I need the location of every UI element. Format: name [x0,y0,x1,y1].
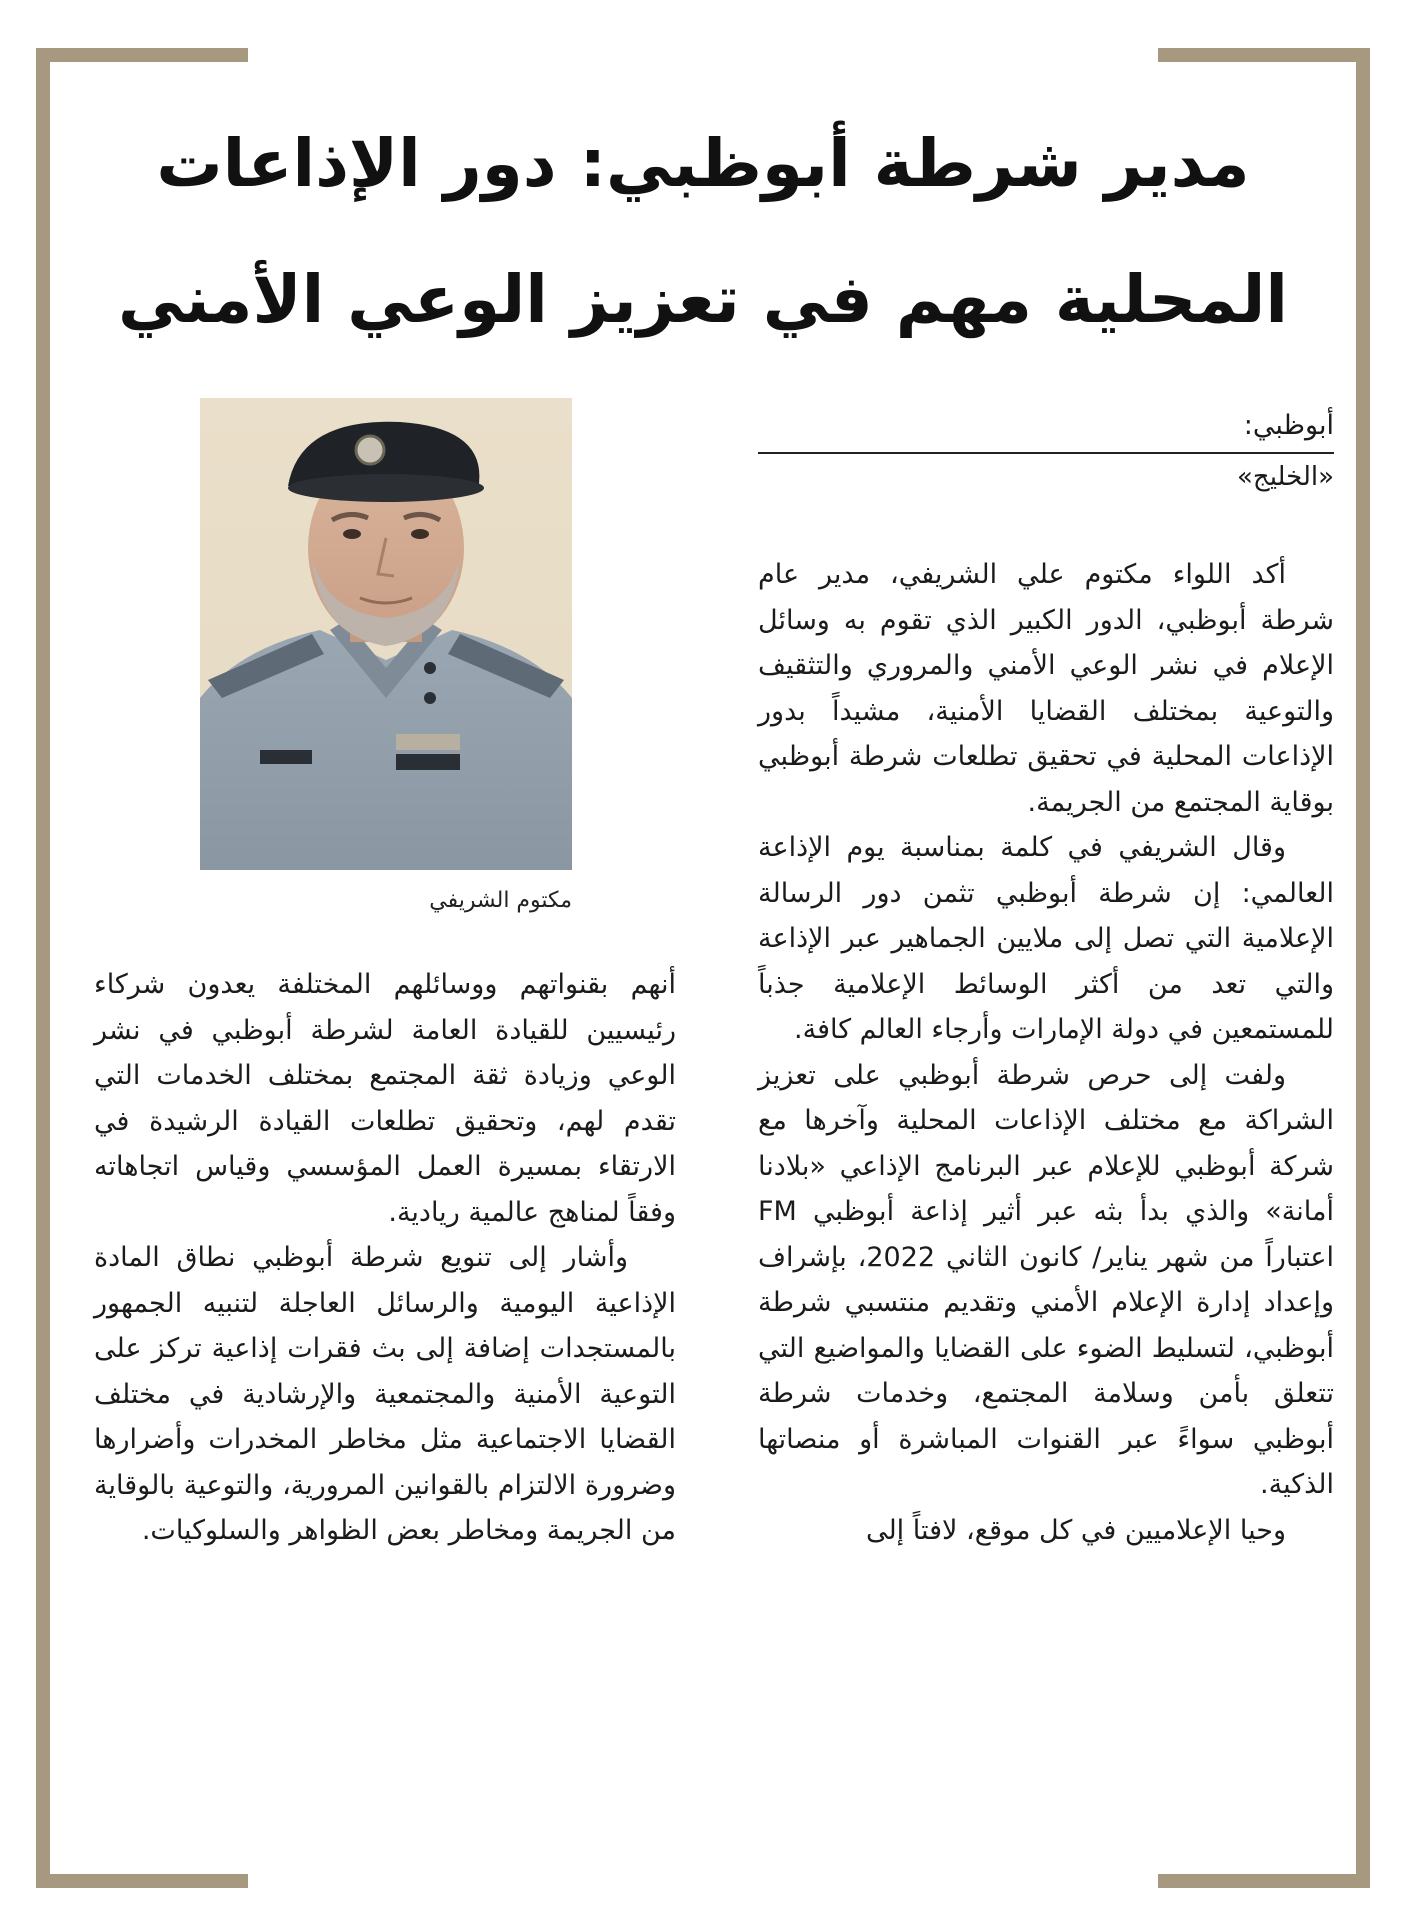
paragraph: وقال الشريفي في كلمة بمناسبة يوم الإذاعة العالمي: إن شرطة أبوظبي تثمن دور الرسالة الإعلامية التي تصل إلى ملايين الجماهير عبر الإذاعة والتي تعد من أكثر الوسائط الإعلامية جذباً للمستمعين في دولة الإمارات وأرجاء العالم كافة. [758,832,1334,1045]
frame-right-bar [1356,48,1370,1888]
photo-caption: مكتوم الشريفي [429,888,572,913]
paragraph: أنهم بقنواتهم ووسائلهم المختلفة يعدون شركاء رئيسيين للقيادة العامة لشرطة أبوظبي في نشر الوعي وزيادة ثقة المجتمع بمختلف الخدمات التي تقدم لهم، وتحقيق تطلعات القيادة الرشيدة في الارتقاء بمسيرة العمل المؤسسي وقياس اتجاهاته وفقاً لمناهج عالمية ريادية. [94,969,676,1228]
paragraph: أكد اللواء مكتوم علي الشريفي، مدير عام شرطة أبوظبي، الدور الكبير الذي تقوم به وسائل الإعلام في نشر الوعي الأمني والمروري والتثقيف والتوعية بمختلف القضايا الأمنية، مشيداً بدور الإذاعات المحلية في تحقيق تطلعات شرطة أبوظبي بوقاية المجتمع من الجريمة. [758,559,1334,818]
headline-line-2: المحلية مهم في تعزيز الوعي الأمني [117,261,1289,338]
headline-line-1: مدير شرطة أبوظبي: دور الإذاعات [156,125,1250,202]
frame-left-bar [36,48,50,1888]
paragraph: وحيا الإعلاميين في كل موقع، لافتاً إلى [865,1514,1286,1546]
frame-top-left-corner [36,48,248,62]
article-column-right [758,552,1334,1553]
article-headline [90,96,1316,368]
portrait-photo [200,398,572,870]
frame-bottom-right-corner [1158,1874,1370,1888]
byline-place: أبوظبي: [758,402,1334,454]
byline-source: «الخليج» [1237,462,1334,492]
article-column-left [94,962,676,1554]
portrait-illustration [200,398,572,870]
paragraph: ولفت إلى حرص شرطة أبوظبي على تعزيز الشراكة مع مختلف الإذاعات المحلية وآخرها مع شركة أبوظبي للإعلام عبر البرنامج الإذاعي «بلادنا أمانة» والذي بدأ بثه عبر أثير إذاعة أبوظبي FM اعتباراً من شهر يناير/ كانون الثاني 2022، بإشراف وإعداد إدارة الإعلام الأمني وتقديم منتسبي شرطة أبوظبي، لتسليط الضوء على القضايا والمواضيع التي تتعلق بأمن وسلامة المجتمع، وخدمات شرطة أبوظبي سواءً عبر القنوات المباشرة أو منصاتها الذكية. [758,1059,1334,1500]
frame-top-right-corner [1158,48,1370,62]
frame-bottom-left-corner [36,1874,248,1888]
byline [758,402,1334,500]
paragraph: وأشار إلى تنويع شرطة أبوظبي نطاق المادة الإذاعية اليومية والرسائل العاجلة لتنبيه الجمهور بالمستجدات إضافة إلى بث فقرات إذاعية تركز على التوعية الأمنية والمجتمعية والإرشادية في مختلف القضايا الاجتماعية مثل مخاطر المخدرات وأضرارها وضرورة الالتزام بالقوانين المرورية، والتوعية بالوقاية من الجريمة ومخاطر بعض الظواهر والسلوكيات. [94,1242,676,1546]
